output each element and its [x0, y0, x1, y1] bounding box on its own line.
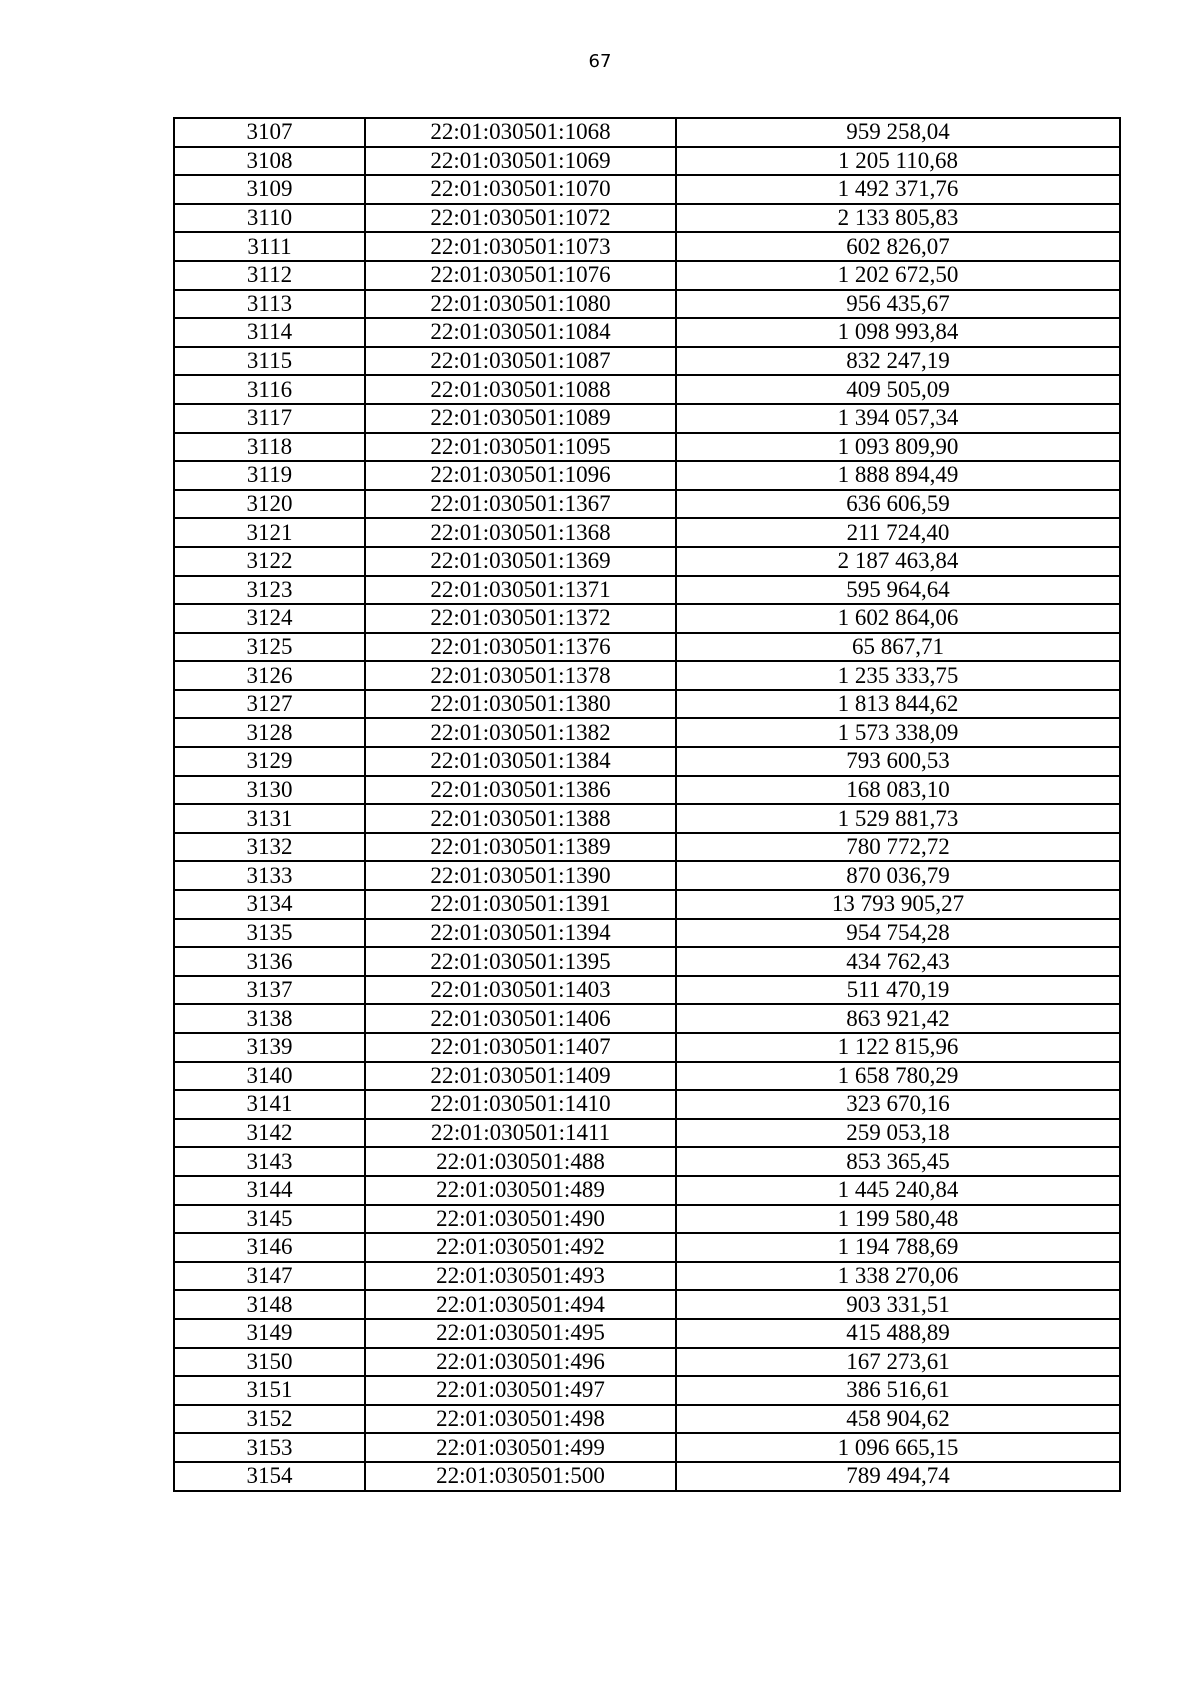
table-row	[174, 804, 1120, 833]
table-row	[174, 404, 1120, 433]
cadastral-number-cell: 22:01:030501:1378	[365, 661, 676, 690]
table-row	[174, 1176, 1120, 1205]
value-cell: 1 096 665,15	[676, 1433, 1120, 1462]
table-row	[174, 1004, 1120, 1033]
row-number-cell: 3148	[174, 1290, 365, 1319]
table-row	[174, 290, 1120, 319]
cadastral-number-cell: 22:01:030501:495	[365, 1319, 676, 1348]
value-cell: 2 187 463,84	[676, 547, 1120, 576]
table-row	[174, 547, 1120, 576]
cadastral-number-cell: 22:01:030501:488	[365, 1147, 676, 1176]
cadastral-number-cell: 22:01:030501:1080	[365, 290, 676, 319]
value-cell: 2 133 805,83	[676, 204, 1120, 233]
table-row	[174, 947, 1120, 976]
value-cell: 168 083,10	[676, 776, 1120, 805]
table-row	[174, 147, 1120, 176]
cadastral-number-cell: 22:01:030501:1089	[365, 404, 676, 433]
cadastral-number-cell: 22:01:030501:1096	[365, 461, 676, 490]
row-number-cell: 3107	[174, 118, 365, 147]
row-number-cell: 3139	[174, 1033, 365, 1062]
cadastral-number-cell: 22:01:030501:1072	[365, 204, 676, 233]
value-cell: 409 505,09	[676, 375, 1120, 404]
cadastral-number-cell: 22:01:030501:1384	[365, 747, 676, 776]
value-cell: 259 053,18	[676, 1119, 1120, 1148]
row-number-cell: 3111	[174, 232, 365, 261]
table-row	[174, 118, 1120, 147]
table-row	[174, 490, 1120, 519]
value-cell: 1 202 672,50	[676, 261, 1120, 290]
value-cell: 956 435,67	[676, 290, 1120, 319]
row-number-cell: 3142	[174, 1119, 365, 1148]
value-cell: 415 488,89	[676, 1319, 1120, 1348]
row-number-cell: 3147	[174, 1262, 365, 1291]
table-row	[174, 1233, 1120, 1262]
table-row	[174, 861, 1120, 890]
cadastral-number-cell: 22:01:030501:1076	[365, 261, 676, 290]
table-row	[174, 633, 1120, 662]
value-cell: 511 470,19	[676, 976, 1120, 1005]
value-cell: 434 762,43	[676, 947, 1120, 976]
value-cell: 1 573 338,09	[676, 718, 1120, 747]
row-number-cell: 3131	[174, 804, 365, 833]
row-number-cell: 3117	[174, 404, 365, 433]
table-row	[174, 976, 1120, 1005]
cadastral-number-cell: 22:01:030501:493	[365, 1262, 676, 1291]
row-number-cell: 3150	[174, 1348, 365, 1377]
cadastral-number-cell: 22:01:030501:1087	[365, 347, 676, 376]
cadastral-number-cell: 22:01:030501:494	[365, 1290, 676, 1319]
value-cell: 1 602 864,06	[676, 604, 1120, 633]
value-cell: 458 904,62	[676, 1405, 1120, 1434]
value-cell: 211 724,40	[676, 518, 1120, 547]
cadastral-value-table	[173, 117, 1121, 1492]
value-cell: 780 772,72	[676, 833, 1120, 862]
page-number: 67	[588, 51, 612, 72]
value-cell: 853 365,45	[676, 1147, 1120, 1176]
table-row	[174, 461, 1120, 490]
row-number-cell: 3129	[174, 747, 365, 776]
cadastral-number-cell: 22:01:030501:1394	[365, 919, 676, 948]
row-number-cell: 3124	[174, 604, 365, 633]
row-number-cell: 3152	[174, 1405, 365, 1434]
table-row	[174, 833, 1120, 862]
table-row	[174, 318, 1120, 347]
value-cell: 1 205 110,68	[676, 147, 1120, 176]
row-number-cell: 3141	[174, 1090, 365, 1119]
row-number-cell: 3145	[174, 1205, 365, 1234]
cadastral-number-cell: 22:01:030501:490	[365, 1205, 676, 1234]
row-number-cell: 3140	[174, 1062, 365, 1091]
row-number-cell: 3108	[174, 147, 365, 176]
value-cell: 167 273,61	[676, 1348, 1120, 1377]
row-number-cell: 3122	[174, 547, 365, 576]
cadastral-number-cell: 22:01:030501:1367	[365, 490, 676, 519]
cadastral-number-cell: 22:01:030501:1389	[365, 833, 676, 862]
table-row	[174, 919, 1120, 948]
cadastral-number-cell: 22:01:030501:499	[365, 1433, 676, 1462]
table-row	[174, 690, 1120, 719]
value-cell: 1 529 881,73	[676, 804, 1120, 833]
cadastral-number-cell: 22:01:030501:1410	[365, 1090, 676, 1119]
cadastral-number-cell: 22:01:030501:500	[365, 1462, 676, 1491]
cadastral-number-cell: 22:01:030501:1382	[365, 718, 676, 747]
row-number-cell: 3119	[174, 461, 365, 490]
value-cell: 1 199 580,48	[676, 1205, 1120, 1234]
cadastral-number-cell: 22:01:030501:1390	[365, 861, 676, 890]
table-row	[174, 747, 1120, 776]
value-cell: 1 813 844,62	[676, 690, 1120, 719]
value-cell: 13 793 905,27	[676, 890, 1120, 919]
table-row	[174, 890, 1120, 919]
value-cell: 863 921,42	[676, 1004, 1120, 1033]
table-row	[174, 1290, 1120, 1319]
table-row	[174, 1319, 1120, 1348]
value-cell: 1 093 809,90	[676, 433, 1120, 462]
row-number-cell: 3127	[174, 690, 365, 719]
value-cell: 903 331,51	[676, 1290, 1120, 1319]
row-number-cell: 3137	[174, 976, 365, 1005]
cadastral-number-cell: 22:01:030501:1070	[365, 175, 676, 204]
cadastral-number-cell: 22:01:030501:1084	[365, 318, 676, 347]
value-cell: 65 867,71	[676, 633, 1120, 662]
value-cell: 323 670,16	[676, 1090, 1120, 1119]
value-cell: 1 445 240,84	[676, 1176, 1120, 1205]
row-number-cell: 3143	[174, 1147, 365, 1176]
table-row	[174, 175, 1120, 204]
table-row	[174, 1376, 1120, 1405]
value-cell: 1 888 894,49	[676, 461, 1120, 490]
table-row	[174, 1119, 1120, 1148]
cadastral-number-cell: 22:01:030501:1403	[365, 976, 676, 1005]
row-number-cell: 3113	[174, 290, 365, 319]
cadastral-number-cell: 22:01:030501:1069	[365, 147, 676, 176]
value-cell: 636 606,59	[676, 490, 1120, 519]
cadastral-number-cell: 22:01:030501:1407	[365, 1033, 676, 1062]
row-number-cell: 3153	[174, 1433, 365, 1462]
table-body	[174, 118, 1120, 1491]
cadastral-number-cell: 22:01:030501:1372	[365, 604, 676, 633]
value-cell: 595 964,64	[676, 576, 1120, 605]
row-number-cell: 3149	[174, 1319, 365, 1348]
table-row	[174, 347, 1120, 376]
cadastral-number-cell: 22:01:030501:1369	[365, 547, 676, 576]
table-row	[174, 518, 1120, 547]
cadastral-number-cell: 22:01:030501:1380	[365, 690, 676, 719]
table-row	[174, 1062, 1120, 1091]
table-row	[174, 604, 1120, 633]
value-cell: 1 194 788,69	[676, 1233, 1120, 1262]
row-number-cell: 3128	[174, 718, 365, 747]
cadastral-number-cell: 22:01:030501:1391	[365, 890, 676, 919]
table-row	[174, 776, 1120, 805]
row-number-cell: 3112	[174, 261, 365, 290]
cadastral-number-cell: 22:01:030501:1371	[365, 576, 676, 605]
value-cell: 1 098 993,84	[676, 318, 1120, 347]
row-number-cell: 3146	[174, 1233, 365, 1262]
cadastral-number-cell: 22:01:030501:1411	[365, 1119, 676, 1148]
table-row	[174, 718, 1120, 747]
row-number-cell: 3120	[174, 490, 365, 519]
table-row	[174, 576, 1120, 605]
value-cell: 1 492 371,76	[676, 175, 1120, 204]
table-row	[174, 1033, 1120, 1062]
table-row	[174, 1348, 1120, 1377]
table-row	[174, 1462, 1120, 1491]
value-cell: 793 600,53	[676, 747, 1120, 776]
table-row	[174, 1262, 1120, 1291]
row-number-cell: 3133	[174, 861, 365, 890]
row-number-cell: 3134	[174, 890, 365, 919]
row-number-cell: 3115	[174, 347, 365, 376]
table-row	[174, 1147, 1120, 1176]
value-cell: 1 122 815,96	[676, 1033, 1120, 1062]
table-row	[174, 261, 1120, 290]
table-row	[174, 661, 1120, 690]
cadastral-number-cell: 22:01:030501:1095	[365, 433, 676, 462]
row-number-cell: 3125	[174, 633, 365, 662]
row-number-cell: 3144	[174, 1176, 365, 1205]
table-row	[174, 1090, 1120, 1119]
row-number-cell: 3136	[174, 947, 365, 976]
table-row	[174, 1433, 1120, 1462]
cadastral-number-cell: 22:01:030501:1395	[365, 947, 676, 976]
row-number-cell: 3116	[174, 375, 365, 404]
table-row	[174, 433, 1120, 462]
value-cell: 789 494,74	[676, 1462, 1120, 1491]
row-number-cell: 3151	[174, 1376, 365, 1405]
row-number-cell: 3132	[174, 833, 365, 862]
row-number-cell: 3130	[174, 776, 365, 805]
value-cell: 1 658 780,29	[676, 1062, 1120, 1091]
value-cell: 959 258,04	[676, 118, 1120, 147]
cadastral-number-cell: 22:01:030501:1409	[365, 1062, 676, 1091]
row-number-cell: 3114	[174, 318, 365, 347]
row-number-cell: 3135	[174, 919, 365, 948]
cadastral-number-cell: 22:01:030501:1068	[365, 118, 676, 147]
row-number-cell: 3123	[174, 576, 365, 605]
row-number-cell: 3126	[174, 661, 365, 690]
table-row	[174, 204, 1120, 233]
value-cell: 1 235 333,75	[676, 661, 1120, 690]
cadastral-number-cell: 22:01:030501:497	[365, 1376, 676, 1405]
value-cell: 1 394 057,34	[676, 404, 1120, 433]
row-number-cell: 3154	[174, 1462, 365, 1491]
value-cell: 1 338 270,06	[676, 1262, 1120, 1291]
cadastral-number-cell: 22:01:030501:492	[365, 1233, 676, 1262]
row-number-cell: 3110	[174, 204, 365, 233]
table-row	[174, 1205, 1120, 1234]
row-number-cell: 3121	[174, 518, 365, 547]
cadastral-number-cell: 22:01:030501:1388	[365, 804, 676, 833]
cadastral-number-cell: 22:01:030501:1088	[365, 375, 676, 404]
value-cell: 870 036,79	[676, 861, 1120, 890]
row-number-cell: 3118	[174, 433, 365, 462]
cadastral-number-cell: 22:01:030501:1406	[365, 1004, 676, 1033]
row-number-cell: 3138	[174, 1004, 365, 1033]
cadastral-number-cell: 22:01:030501:498	[365, 1405, 676, 1434]
cadastral-number-cell: 22:01:030501:1386	[365, 776, 676, 805]
table-row	[174, 375, 1120, 404]
cadastral-number-cell: 22:01:030501:489	[365, 1176, 676, 1205]
cadastral-number-cell: 22:01:030501:1368	[365, 518, 676, 547]
table-row	[174, 1405, 1120, 1434]
row-number-cell: 3109	[174, 175, 365, 204]
value-cell: 832 247,19	[676, 347, 1120, 376]
cadastral-number-cell: 22:01:030501:1073	[365, 232, 676, 261]
value-cell: 602 826,07	[676, 232, 1120, 261]
table-row	[174, 232, 1120, 261]
value-cell: 386 516,61	[676, 1376, 1120, 1405]
value-cell: 954 754,28	[676, 919, 1120, 948]
cadastral-number-cell: 22:01:030501:1376	[365, 633, 676, 662]
cadastral-number-cell: 22:01:030501:496	[365, 1348, 676, 1377]
